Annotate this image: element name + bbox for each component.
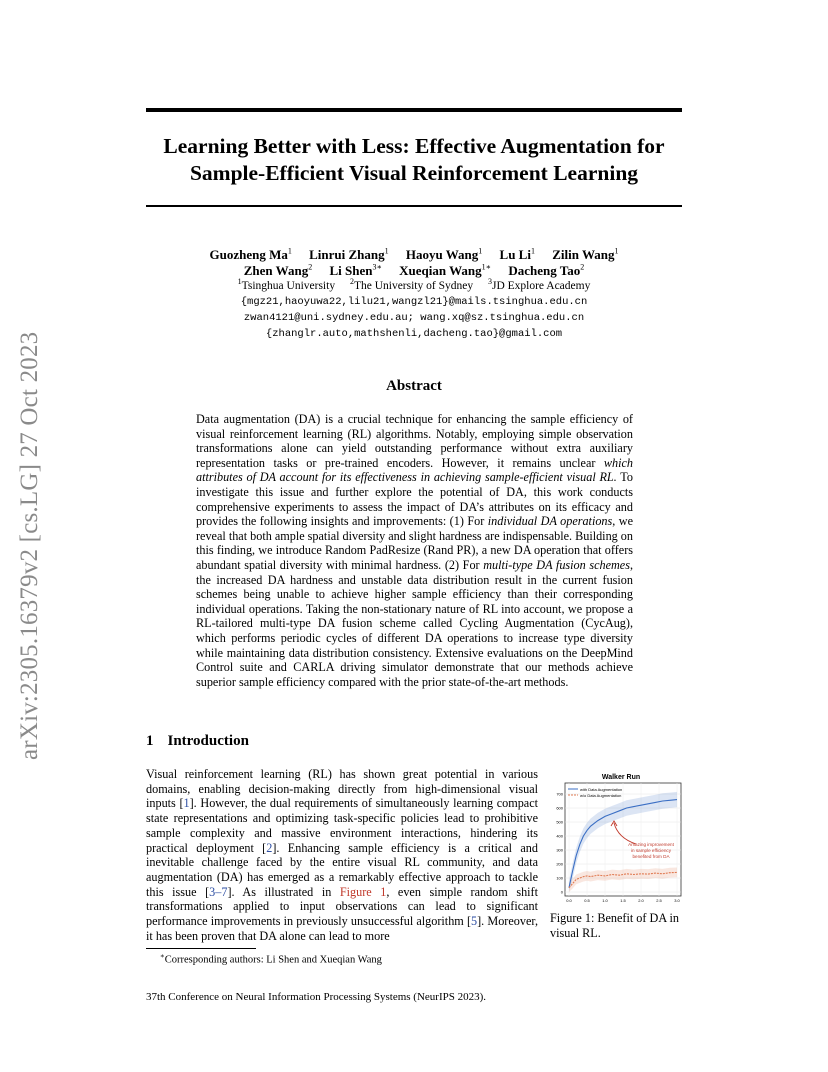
legend-label-2: w/o Data Augmentation: [580, 793, 622, 798]
chart-title: Walker Run: [601, 774, 641, 781]
affiliation: $^3$JD Explore Academy: [487, 277, 591, 292]
y-tick-label: 600: [556, 805, 563, 811]
conference-footer: 37th Conference on Neural Information Processing Systems (NeurIPS 2023).: [146, 991, 487, 1003]
author: Lu Li$^1$: [499, 247, 535, 263]
citation-link[interactable]: 3: [209, 884, 216, 899]
title-bottom-rule: [146, 205, 682, 207]
y-tick-label: 500: [556, 819, 563, 825]
legend-label-1: with Data Augmentation: [580, 787, 623, 792]
email-line: zwan4121@uni.sydney.edu.au; wang.xq@sz.tsinghua.edu.cn: [243, 312, 585, 324]
citation-link[interactable]: 5: [471, 914, 478, 929]
x-tick-label: 1.0: [602, 898, 608, 903]
citation-link[interactable]: 1: [183, 796, 190, 811]
author: Li Shen$^{3∗}$: [329, 263, 382, 279]
affiliations: [120, 277, 708, 292]
annotation-line-1: Amazing improvement: [628, 842, 674, 847]
author: Guozheng Ma$^1$: [209, 247, 292, 263]
title-top-rule: [146, 108, 682, 112]
x-tick-labels: [566, 898, 680, 903]
x-tick-label: 0.5: [584, 898, 590, 903]
section-title: Introduction: [167, 733, 249, 749]
figure-link[interactable]: Figure 1: [339, 884, 387, 899]
figure-1: [548, 768, 684, 906]
arxiv-sidebar-id: arXiv:2305.16379v2 [cs.LG] 27 Oct 2023: [16, 331, 43, 760]
x-tick-label: 0.0: [566, 898, 572, 903]
title-line-1: Learning Better with Less: Effective Augmentation for: [163, 134, 665, 158]
email-line: {zhanglr.auto,mathshenli,dacheng.tao}@gmail.com: [265, 328, 563, 340]
paper-title: [120, 133, 708, 187]
x-tick-label: 1.5: [620, 898, 626, 903]
y-tick-labels: [556, 792, 563, 895]
citation-link[interactable]: 2: [266, 840, 273, 855]
annotation-line-2: in sample efficiency: [630, 848, 672, 853]
x-tick-label: 2.5: [656, 898, 662, 903]
abstract-heading: Abstract: [386, 378, 442, 394]
author: Zhen Wang$^2$: [243, 263, 313, 279]
email-line: {mgz21,haoyuwa22,lilu21,wangzl21}@mails.tsinghua.edu.cn: [240, 296, 588, 308]
figure-caption: Figure 1: Benefit of DA in visual RL.: [550, 911, 679, 940]
title-line-2: Sample-Efficient Visual Reinforcement Learning: [189, 161, 639, 185]
citation-link[interactable]: 7: [221, 884, 228, 899]
affiliation: $^2$The University of Sydney: [349, 277, 474, 292]
author: Linrui Zhang$^1$: [309, 247, 389, 263]
section-heading: [146, 733, 249, 750]
annotation-line-3: benefited from DA: [632, 854, 670, 859]
walker-run-chart: [548, 768, 684, 906]
footnote-rule: [146, 948, 256, 949]
section-number: 1: [146, 733, 154, 749]
affiliation: $^1$Tsinghua University: [237, 277, 336, 292]
author: Zilin Wang$^1$: [552, 247, 619, 263]
footnote: ∗Corresponding authors: Li Shen and Xueqian Wang: [160, 952, 382, 966]
introduction-paragraph: Visual reinforcement learning (RL) has shown great potential in various domains, enabling decision-making directly from high-dimensional visual inputs [1]. However, the dual requirements of simultaneously learning compact state representations and optimizing task-specific policies lead to prohibitive sample complexity and massive environment interactions, hindering its practical deployment [2]. Enhancing sample efficiency is a critical and inevitable challenge faced by the entire visual RL community, and data augmentation (DA) has emerged as a remarkably effective approach to tackle this issue [3–7]. As illustrated in Figure 1, even simple random shift transformations applied to input observations can lead to significant performance improvements in previously unsuccessful algorithm [5]. Moreover, it has been proven that DA alone can lead to more: [146, 767, 538, 943]
x-tick-label: 2.0: [638, 898, 644, 903]
y-tick-label: 0: [560, 889, 563, 895]
y-tick-label: 700: [556, 791, 563, 797]
y-tick-label: 100: [556, 875, 563, 881]
abstract-body: Data augmentation (DA) is a crucial technique for enhancing the sample efficiency of visual reinforcement learning (RL) algorithms. Notably, employing simple observation transformations alone can yield outstanding performance without extra auxiliary representation tasks or pre-trained encoders. However, it remains unclear which attributes of DA account for its effectiveness in achieving sample-efficient visual RL. To investigate this issue and further explore the potential of DA, this work conducts comprehensive experiments to assess the impact of DA’s attributes on its efficacy and provides the following insights and improvements: (1) For individual DA operations, we reveal that both ample spatial diversity and slight hardness are indispensable. Building on this finding, we introduce Random PadResize (Rand PR), a new DA operation that offers abundant spatial diversity with minimal hardness. (2) For multi-type DA fusion schemes, the increased DA hardness and unstable data distribution result in the current fusion schemes being unable to achieve higher sample efficiency than their corresponding individual operations. Taking the non-stationary nature of RL into account, we propose a RL-tailored multi-type DA fusion scheme called Cycling Augmentation (CycAug), which performs periodic cycles of different DA operations to increase type diversity while maintaining data distribution consistency. Extensive evaluations on the DeepMind Control suite and CARLA driving simulator demonstrate that our methods achieve superior sample efficiency compared with the prior state-of-the-art methods.: [196, 412, 634, 689]
author: Haoyu Wang$^1$: [405, 247, 483, 263]
y-tick-label: 400: [556, 833, 563, 839]
author: Dacheng Tao$^2$: [508, 263, 585, 279]
author: Xueqian Wang$^{1∗}$: [399, 263, 492, 279]
y-tick-label: 300: [556, 847, 563, 853]
y-tick-label: 200: [556, 861, 563, 867]
x-tick-label: 3.0: [674, 898, 680, 903]
